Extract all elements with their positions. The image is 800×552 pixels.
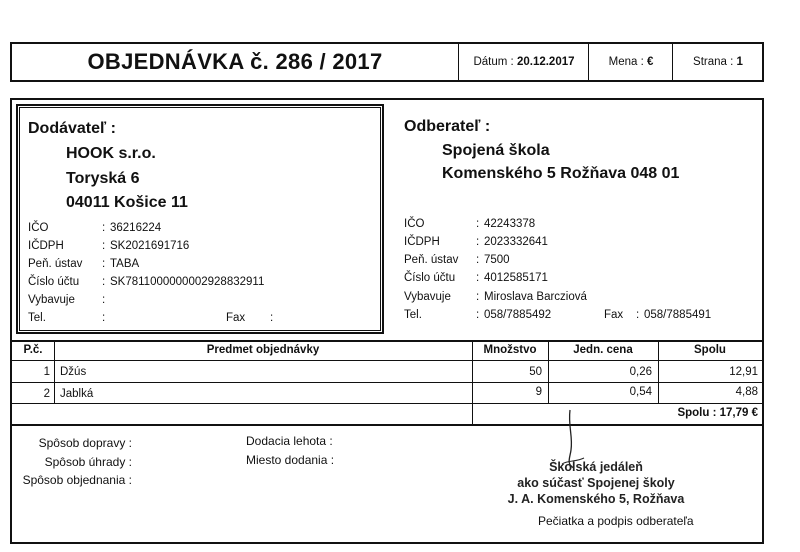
date-label: Dátum : xyxy=(473,56,514,68)
currency-cell xyxy=(590,44,672,80)
column-header: Predmet objednávky xyxy=(206,344,320,356)
supplier-field-label: IČDPH xyxy=(28,240,64,252)
document-title: OBJEDNÁVKA č. 286 / 2017 xyxy=(87,49,383,74)
customer-address: Komenského 5 Rožňava 048 01 xyxy=(442,165,680,182)
supplier-field-label: IČO xyxy=(28,222,49,234)
customer-contact-value: Miroslava Barcziová xyxy=(484,291,587,303)
stamp-line: J. A. Komenského 5, Rožňava xyxy=(507,492,685,506)
column-header: P.č. xyxy=(23,344,43,356)
customer-account-value: 4012585171 xyxy=(484,272,548,284)
customer-field-label: IČO xyxy=(404,218,425,230)
stamp-line: Školská jedáleň xyxy=(549,460,643,474)
customer-title: Odberateľ : xyxy=(404,118,491,135)
date-cell xyxy=(460,44,588,80)
colon: : xyxy=(102,312,106,324)
table-cell-item: Džús xyxy=(60,366,87,378)
column-header: Jedn. cena xyxy=(573,344,633,356)
supplier-ico-value: 36216224 xyxy=(110,222,162,234)
stamp-line: ako súčasť Spojenej školy xyxy=(517,476,675,490)
supplier-title: Dodávateľ : xyxy=(28,120,116,137)
customer-fax-value: 058/7885491 xyxy=(644,309,712,321)
colon: : xyxy=(270,312,274,324)
table-cell-item: Jablká xyxy=(60,388,94,400)
colon: : xyxy=(636,309,640,321)
supplier-city: 04011 Košice 11 xyxy=(66,194,188,211)
table-cell-unit-price: 0,26 xyxy=(629,366,652,378)
table-cell-no: 2 xyxy=(43,388,50,400)
currency-label: Mena : xyxy=(608,56,644,68)
colon: : xyxy=(102,222,106,234)
customer-phone-value: 058/7885492 xyxy=(484,309,552,321)
signature-caption: Pečiatka a podpis odberateľa xyxy=(538,514,694,528)
colon: : xyxy=(476,254,480,266)
customer-bank-value: 7500 xyxy=(484,254,510,266)
customer-field-label: Číslo účtu xyxy=(404,272,456,284)
colon: : xyxy=(476,218,480,230)
customer-name: Spojená škola xyxy=(442,142,550,159)
colon: : xyxy=(102,240,106,252)
table-cell-qty: 9 xyxy=(535,386,542,398)
colon: : xyxy=(102,294,106,306)
supplier-field-label: Peň. ústav xyxy=(28,258,83,270)
table-row-divider xyxy=(12,382,762,383)
table-top-border xyxy=(12,340,762,342)
page-value: 1 xyxy=(736,56,743,68)
table-bottom-border xyxy=(12,424,762,426)
supplier-fax-label: Fax xyxy=(226,312,246,324)
table-header-divider xyxy=(12,360,762,361)
table-cell-total: 12,91 xyxy=(729,366,758,378)
supplier-name: HOOK s.r.o. xyxy=(66,145,156,162)
customer-icdph-value: 2023332641 xyxy=(484,236,548,248)
table-cell-unit-price: 0,54 xyxy=(629,386,652,398)
customer-field-label: IČDPH xyxy=(404,236,440,248)
colon: : xyxy=(476,291,480,303)
header-divider xyxy=(458,44,459,80)
page-cell xyxy=(674,44,762,80)
column-header: Množstvo xyxy=(483,344,537,356)
customer-fax-label: Fax xyxy=(604,309,624,321)
supplier-street: Toryská 6 xyxy=(66,170,140,187)
header-divider xyxy=(672,44,673,80)
order-total xyxy=(640,407,758,419)
table-cell-total: 4,88 xyxy=(735,386,758,398)
order-total-value: 17,79 € xyxy=(719,407,758,419)
colon: : xyxy=(476,236,480,248)
supplier-icdph-value: SK2021691716 xyxy=(110,240,190,252)
customer-field-label: Vybavuje xyxy=(404,291,451,303)
table-row-divider xyxy=(12,403,762,404)
supplier-field-label: Číslo účtu xyxy=(28,276,80,288)
supplier-field-label: Tel. xyxy=(28,312,46,324)
delivery-place-label: Miesto dodania : xyxy=(246,453,335,467)
customer-ico-value: 42243378 xyxy=(484,218,536,230)
date-value: 20.12.2017 xyxy=(516,56,575,68)
colon: : xyxy=(476,309,480,321)
table-cell-qty: 50 xyxy=(529,366,542,378)
customer-field-label: Tel. xyxy=(404,309,422,321)
colon: : xyxy=(102,258,106,270)
colon: : xyxy=(102,276,106,288)
table-cell-no: 1 xyxy=(43,366,50,378)
supplier-bank-value: TABA xyxy=(110,258,140,270)
delivery-term-label: Dodacia lehota : xyxy=(246,434,333,448)
transport-label: Spôsob dopravy : xyxy=(38,436,132,450)
supplier-account-value: SK7811000000002928832911 xyxy=(110,276,265,288)
supplier-field-label: Vybavuje xyxy=(28,294,75,306)
column-header: Spolu xyxy=(694,344,726,356)
currency-value: € xyxy=(646,56,654,68)
order-method-label: Spôsob objednania : xyxy=(22,473,132,487)
colon: : xyxy=(476,272,480,284)
header-divider xyxy=(588,44,589,80)
page-label: Strana : xyxy=(693,56,734,68)
customer-field-label: Peň. ústav xyxy=(404,254,459,266)
order-total-label: Spolu : xyxy=(677,407,717,419)
payment-label: Spôsob úhrady : xyxy=(44,455,132,469)
